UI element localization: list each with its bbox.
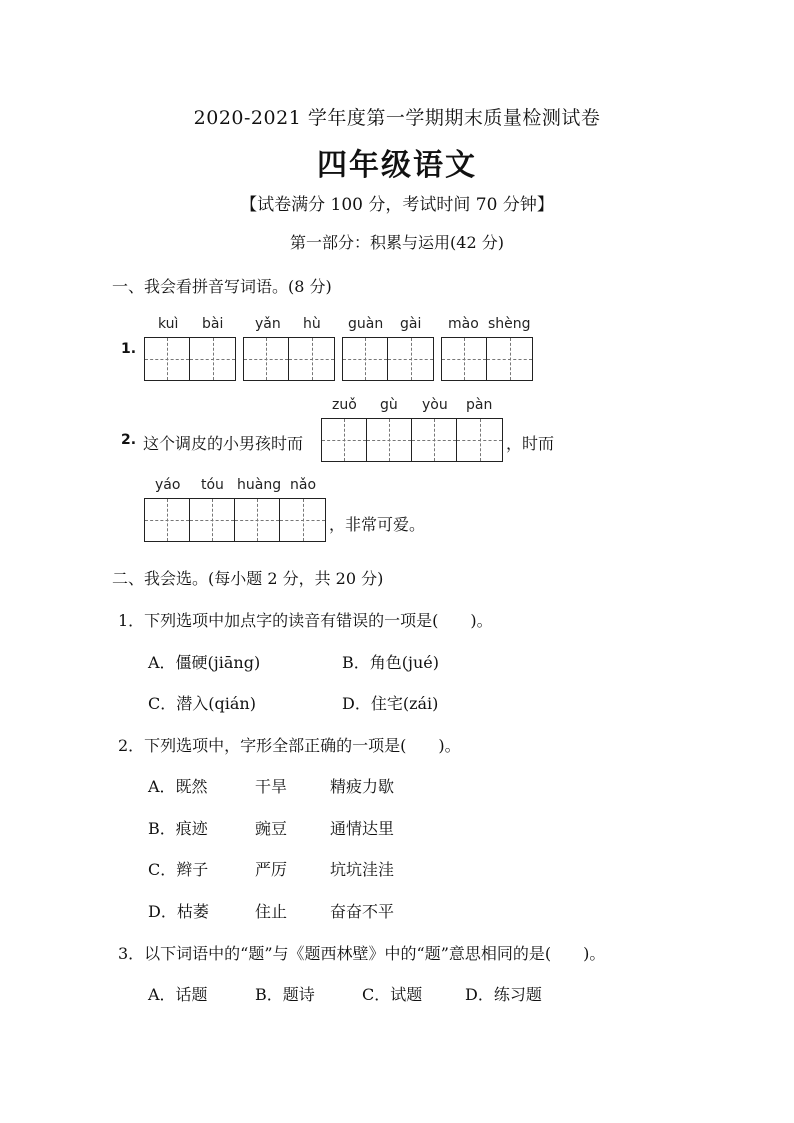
writing-grid[interactable]: [321, 418, 503, 462]
question-text: ，非常可爱。: [329, 515, 426, 534]
writing-cell[interactable]: [343, 338, 388, 380]
exam-note: 【试卷满分 100 分，考试时间 70 分钟】: [240, 195, 554, 215]
writing-grid[interactable]: [243, 337, 335, 381]
writing-cell[interactable]: [244, 338, 289, 380]
option-word: 住止: [255, 902, 288, 921]
option-d[interactable]: D．练习题: [465, 985, 542, 1004]
question-text: 3．以下词语中的“题”与《题西林壁》中的“题”意思相同的是( )。: [118, 944, 606, 963]
option-word: 豌豆: [255, 819, 288, 838]
option-word: 奋奋不平: [330, 902, 395, 921]
part-heading: 第一部分：积累与运用(42 分): [290, 233, 504, 252]
option-word: 干旱: [255, 777, 288, 796]
pinyin: huàng: [237, 477, 282, 493]
pinyin: mào: [448, 316, 479, 332]
pinyin: bài: [202, 316, 224, 332]
pinyin: gù: [380, 397, 398, 413]
writing-cell[interactable]: [388, 338, 433, 380]
question-text: 2．下列选项中，字形全部正确的一项是( )。: [118, 736, 461, 755]
writing-cell[interactable]: [442, 338, 487, 380]
option-c[interactable]: C．潜入(qián): [148, 694, 256, 713]
pinyin: pàn: [466, 397, 493, 413]
option-word: 通情达里: [330, 819, 395, 838]
writing-cell[interactable]: [322, 419, 367, 461]
exam-subtitle: 四年级语文: [317, 148, 477, 183]
writing-cell[interactable]: [280, 499, 325, 541]
question-text: 1．下列选项中加点字的读音有错误的一项是( )。: [118, 611, 493, 630]
option-a[interactable]: A．僵硬(jiāng): [148, 653, 261, 672]
question-text: ，时而: [506, 434, 555, 453]
option-a[interactable]: A．话题: [148, 985, 208, 1004]
writing-cell[interactable]: [190, 338, 235, 380]
pinyin: gài: [400, 316, 422, 332]
section2-heading: 二、我会选。(每小题 2 分，共 20 分): [112, 569, 384, 588]
option-b[interactable]: B．痕迹: [148, 819, 208, 838]
writing-cell[interactable]: [367, 419, 412, 461]
option-d[interactable]: D．住宅(zái): [342, 694, 439, 713]
writing-cell[interactable]: [235, 499, 280, 541]
pinyin: yáo: [155, 477, 181, 493]
option-a[interactable]: A．既然: [148, 777, 208, 796]
exam-title: 2020-2021 学年度第一学期期末质量检测试卷: [193, 107, 601, 129]
writing-grid[interactable]: [144, 337, 236, 381]
question-text: 这个调皮的小男孩时而: [143, 434, 304, 453]
writing-grid[interactable]: [144, 498, 326, 542]
question-number: 1.: [121, 341, 137, 357]
option-b[interactable]: B．题诗: [255, 985, 315, 1004]
writing-grid[interactable]: [441, 337, 533, 381]
option-word: 严厉: [255, 860, 288, 879]
option-word: 精疲力歇: [330, 777, 395, 796]
pinyin: yòu: [422, 397, 448, 413]
question-number: 2.: [121, 432, 137, 448]
pinyin: yǎn: [255, 316, 281, 332]
writing-cell[interactable]: [457, 419, 502, 461]
pinyin: nǎo: [290, 477, 317, 493]
writing-cell[interactable]: [145, 499, 190, 541]
pinyin: guàn: [348, 316, 384, 332]
option-c[interactable]: C．辫子: [148, 860, 209, 879]
option-word: 坑坑洼洼: [330, 860, 395, 879]
pinyin: kuì: [158, 316, 179, 332]
pinyin: hù: [303, 316, 321, 332]
writing-grid[interactable]: [342, 337, 434, 381]
writing-cell[interactable]: [412, 419, 457, 461]
pinyin: shèng: [488, 316, 531, 332]
option-c[interactable]: C．试题: [362, 985, 423, 1004]
pinyin: tóu: [201, 477, 224, 493]
option-d[interactable]: D．枯萎: [148, 902, 209, 921]
writing-cell[interactable]: [145, 338, 190, 380]
writing-cell[interactable]: [190, 499, 235, 541]
writing-cell[interactable]: [289, 338, 334, 380]
section1-heading: 一、我会看拼音写词语。(8 分): [112, 277, 332, 296]
writing-cell[interactable]: [487, 338, 532, 380]
option-b[interactable]: B．角色(jué): [342, 653, 439, 672]
pinyin: zuǒ: [332, 397, 357, 413]
